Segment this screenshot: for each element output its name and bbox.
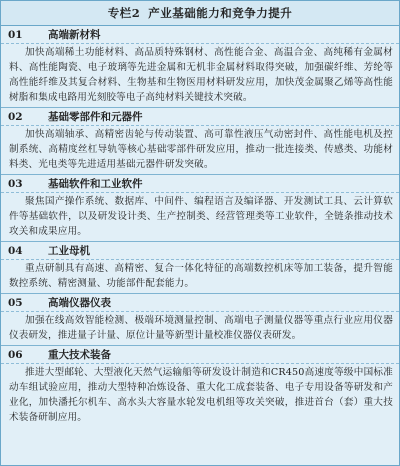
column-label: 专栏2 (107, 6, 141, 20)
section-title: 工业母机 (48, 245, 90, 257)
section-title: 高端新材料 (48, 29, 101, 41)
section-title: 基础零部件和元器件 (48, 111, 143, 123)
section-title-row (1, 242, 399, 260)
section-number: 04 (8, 244, 23, 257)
section-body: 推进大型邮轮、大型液化天然气运输船等研发设计制造和CR450高速度等级中国标准动车组试验应用，推动大型特种冶炼设备、重大化工成套装备、电子专用设备等研发和产业化，加快潘托尔机车、高水头大容量水轮发电机组等攻关突破，推进首台（套）重大技术装备研制应用。 (9, 367, 393, 423)
section-number: 06 (8, 348, 23, 361)
section-title-row (1, 346, 399, 364)
section-body: 聚焦国产操作系统、数据库、中间件、编程语言及编译器、开发测试工具、云计算软件等基础软件，以及研发设计类、生产控制类、经营管理类等工业软件，全链条推动技术攻关和成果应用。 (9, 196, 393, 237)
column-header (1, 1, 399, 26)
section-body: 加快高端轴承、高精密齿轮与传动装置、高可靠性液压气动密封件、高性能电机及控制系统、高精度丝杠导轨等核心基础零部件研发应用，推动一批连接类、传感类、功能材料类、光电类等先进适用基础元器件研发突破。 (9, 129, 393, 170)
section-number: 01 (8, 28, 23, 41)
section-03 (1, 175, 399, 242)
section-title-row (1, 294, 399, 312)
section-body: 加快高端稀土功能材料、高品质特殊钢材、高性能合金、高温合金、高纯稀有金属材料、高性能陶瓷、电子玻璃等先进金属和无机非金属材料取得突破，加强碳纤维、芳纶等高性能纤维及其复合材料、生物基和生物医用材料研发应用，加快茂金属聚乙烯等高性能树脂和集成电路用光刻胶等电子高纯材料关键技术突破。 (9, 47, 393, 103)
section-06 (1, 346, 399, 427)
section-number: 03 (8, 177, 23, 190)
section-body: 加强在线高效智能检测、极端环境测量控制、高端电子测量仪器等重点行业应用仪器仪表研发，推进量子计量、原位计量等新型计量校准仪器仪表研发。 (9, 315, 393, 341)
section-title-row (1, 26, 399, 44)
section-number: 02 (8, 110, 23, 123)
section-title: 重大技术装备 (48, 349, 111, 361)
section-02 (1, 108, 399, 175)
section-04 (1, 242, 399, 294)
section-title: 高端仪器仪表 (48, 297, 111, 309)
section-05 (1, 294, 399, 346)
section-number: 05 (8, 296, 23, 309)
section-body: 重点研制具有高速、高精密、复合一体化特征的高端数控机床等加工装备，提升智能数控系统、精密测量、功能部件配套能力。 (9, 263, 393, 289)
section-01 (1, 26, 399, 108)
section-title: 基础软件和工业软件 (48, 178, 143, 190)
section-title-row (1, 108, 399, 126)
section-title-row (1, 175, 399, 193)
column-title: 产业基础能力和竞争力提升 (148, 6, 293, 20)
